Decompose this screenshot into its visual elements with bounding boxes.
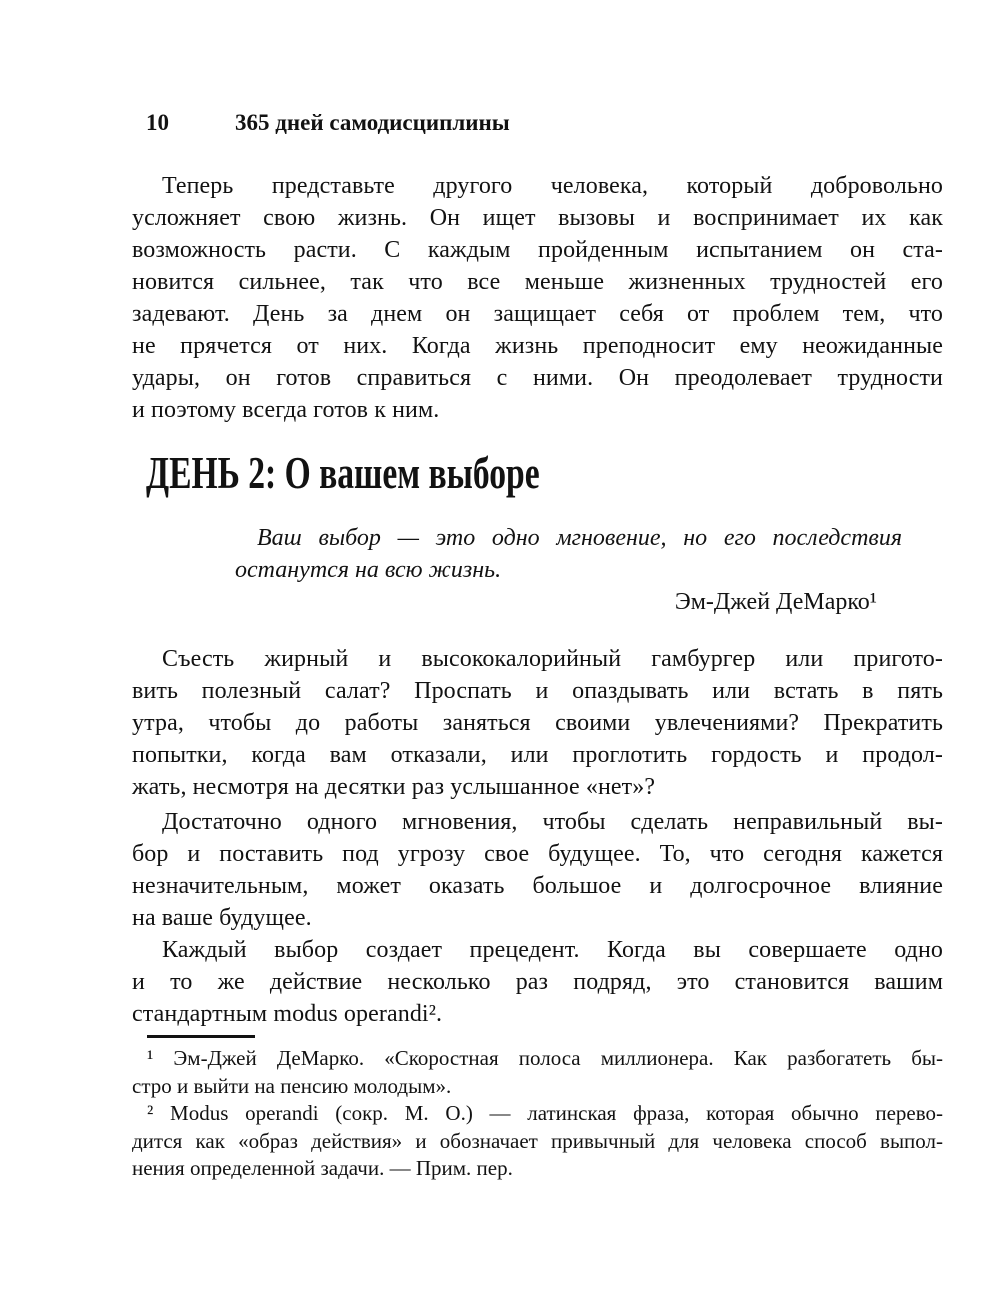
page-number: 10: [146, 110, 169, 135]
footnote-line: ¹ Эм-Джей ДеМарко. «Скоростная полоса миллионера. Как разбогатеть бы-: [147, 1046, 943, 1070]
text-line: Достаточно одного мгновения, чтобы сделать неправильный вы-: [162, 809, 943, 835]
running-title: 365 дней самодисциплины: [235, 110, 510, 135]
text-line: на ваше будущее.: [132, 905, 312, 931]
text-line: усложняет свою жизнь. Он ищет вызовы и воспринимает их как: [132, 205, 943, 231]
day-heading: ДЕНЬ 2: О вашем выборе: [146, 447, 540, 498]
text-line: Каждый выбор создает прецедент. Когда вы совершаете одно: [162, 937, 943, 963]
moment-paragraph: [132, 806, 943, 934]
text-line: удары, он готов справиться с ними. Он преодолевает трудности: [132, 365, 943, 391]
text-line: попытки, когда вам отказали, или проглотить гордость и продол-: [132, 742, 943, 768]
text-line: не прячется от них. Когда жизнь преподносит ему неожиданные: [132, 333, 943, 359]
text-line: задевают. День за днем он защищает себя от проблем тем, что: [132, 301, 943, 327]
text-line: незначительным, может оказать большое и долгосрочное влияние: [132, 873, 943, 899]
footnote-line: стро и выйти на пенсию молодым».: [132, 1073, 452, 1098]
text-line: вить полезный салат? Проспать и опаздывать или встать в пять: [132, 678, 943, 704]
epigraph-attribution: Эм-Джей ДеМарко¹: [674, 589, 877, 615]
text-line: Съесть жирный и высококалорийный гамбургер или пригото-: [162, 646, 943, 672]
text-line: новится сильнее, так что все меньше жизненных трудностей его: [132, 269, 943, 295]
epigraph-line: Ваш выбор — это одно мгновение, но его последствия: [257, 525, 902, 551]
intro-paragraph: [132, 170, 943, 426]
epigraph: [235, 522, 902, 586]
footnote-2: [132, 1100, 943, 1183]
footnote-line: ² Modus operandi (сокр. М. О.) — латинская фраза, которая обычно перево-: [147, 1101, 943, 1125]
text-line: жать, несмотря на десятки раз услышанное «нет»?: [132, 774, 656, 800]
text-line: и то же действие несколько раз подряд, это становится вашим: [132, 969, 943, 995]
text-line: стандартным modus operandi².: [132, 1001, 443, 1027]
footnote-line: дится как «образ действия» и обозначает привычный для человека способ выпол-: [132, 1128, 943, 1153]
footnote-1: [132, 1045, 943, 1100]
text-line: возможность расти. С каждым пройденным испытанием он ста-: [132, 237, 943, 263]
running-head: [132, 110, 943, 140]
choice-paragraph: [132, 643, 943, 803]
text-line: утра, чтобы до работы заняться своими увлечениями? Прекратить: [132, 710, 943, 736]
text-line: и поэтому всегда готов к ним.: [132, 397, 440, 423]
epigraph-line: останутся на всю жизнь.: [235, 557, 502, 583]
text-line: Теперь представьте другого человека, который добровольно: [162, 173, 943, 199]
footnote-line: нения определенной задачи. — Прим. пер.: [132, 1156, 513, 1180]
footnote-divider: [147, 1035, 255, 1038]
text-line: бор и поставить под угрозу свое будущее. То, что сегодня кажется: [132, 841, 943, 867]
precedent-paragraph: [132, 934, 943, 1030]
